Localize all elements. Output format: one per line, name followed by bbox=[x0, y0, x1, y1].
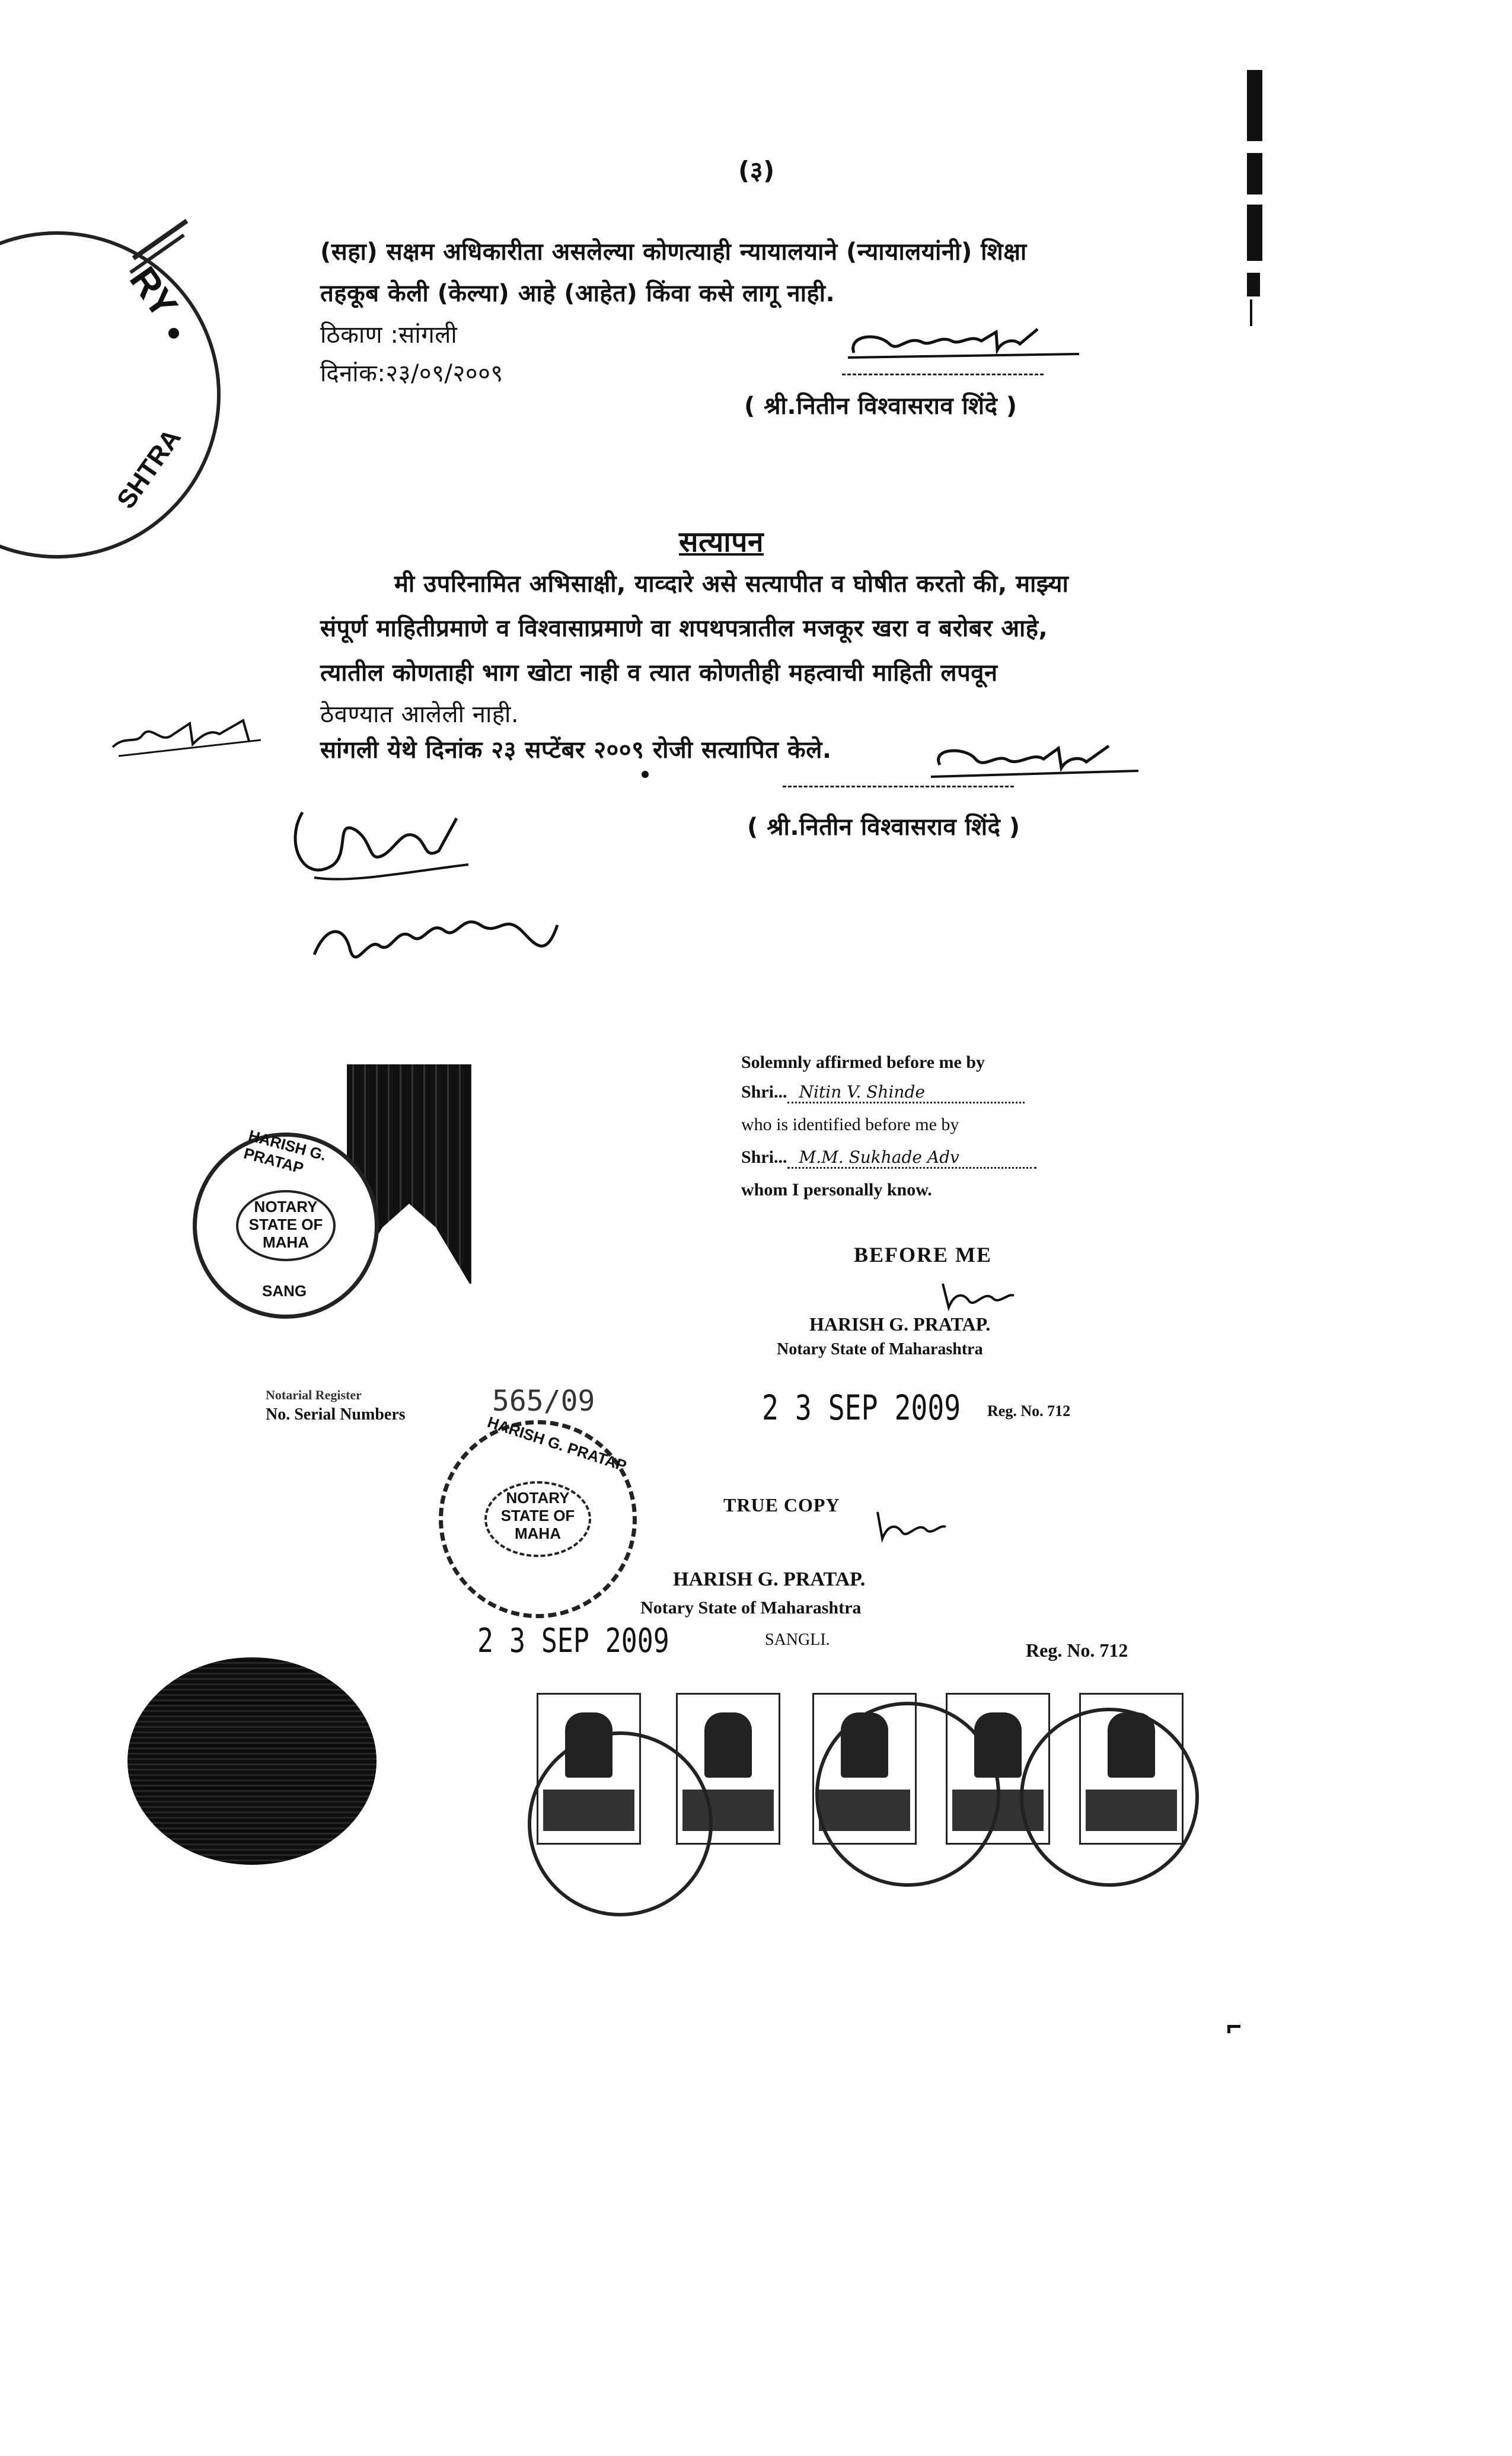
revenue-stamp-2-emblem bbox=[704, 1712, 752, 1778]
deponent-name-handwritten: Nitin V. Shinde bbox=[787, 1082, 1025, 1103]
margin-signature bbox=[107, 712, 273, 765]
seal-1-center bbox=[236, 1190, 336, 1261]
seal-1-center-l2: STATE OF bbox=[248, 1215, 323, 1233]
notary-seal-2 bbox=[439, 1412, 637, 1618]
stamp-cancel-seal-2 bbox=[815, 1702, 1000, 1887]
solemnly-text: Solemnly affirmed before me by bbox=[741, 1052, 985, 1072]
identified-line bbox=[741, 1115, 959, 1135]
notary-name-1: HARISH G. PRATAP. bbox=[809, 1313, 991, 1335]
solemnly-line bbox=[741, 1052, 985, 1073]
seal-dot bbox=[168, 328, 179, 339]
seal-2-ring: HARISH G. PRATAP bbox=[485, 1412, 629, 1475]
seal-2-center-l1: NOTARY bbox=[506, 1489, 570, 1507]
signature-2 bbox=[925, 735, 1150, 789]
verification-line3: त्यातील कोणताही भाग खोटा नाही व त्यात कोणतीही महत्वाची माहिती लपवून bbox=[320, 659, 998, 687]
signature-2-dashline bbox=[783, 786, 1014, 787]
binding-mark-2 bbox=[1247, 153, 1262, 194]
notary-name-2: HARISH G. PRATAP. bbox=[673, 1568, 866, 1590]
true-copy-city: SANGLI. bbox=[765, 1631, 830, 1649]
seal-ring-text-bottom: SHTRA bbox=[111, 423, 187, 514]
whom-line bbox=[741, 1180, 932, 1200]
notary-title-1: Notary State of Maharashtra bbox=[777, 1340, 983, 1358]
notary-signature-2 bbox=[872, 1506, 949, 1548]
signature-1-dashline bbox=[842, 374, 1044, 375]
notary-seal-1 bbox=[193, 1126, 379, 1319]
before-me: BEFORE ME bbox=[854, 1243, 993, 1267]
partial-seal-top-left bbox=[0, 231, 221, 559]
notary-date-stamp-1: 2 3 SEP 2009 bbox=[762, 1388, 961, 1428]
signature-1 bbox=[842, 317, 1091, 371]
seal-1-center-l3: MAHA bbox=[263, 1233, 309, 1251]
seal-2-center-l2: STATE OF bbox=[500, 1506, 575, 1524]
identifier-name-handwritten: M.M. Sukhade Adv bbox=[787, 1147, 1036, 1169]
seal-2-center bbox=[484, 1481, 591, 1557]
shri-label-1: Shri... bbox=[741, 1082, 787, 1102]
true-copy-heading: TRUE COPY bbox=[723, 1494, 840, 1516]
binding-mark-4 bbox=[1247, 273, 1260, 296]
verification-line1: मी उपरिनामित अभिसाक्षी, याव्दारे असे सत्यापीत व घोषीत करतो की, माझ्या bbox=[394, 570, 1069, 598]
seal-1-center-l1: NOTARY bbox=[254, 1198, 318, 1216]
para1-place: ठिकाण :सांगली bbox=[320, 321, 458, 349]
para1-name: ( श्री.नितीन विश्वासराव शिंदे ) bbox=[744, 393, 1017, 420]
bullet-dot bbox=[642, 771, 649, 778]
whom-text: whom I personally know. bbox=[741, 1180, 932, 1200]
verification-heading: सत्यापन bbox=[679, 525, 764, 559]
serial-label: Notarial Register bbox=[266, 1388, 362, 1402]
verification-line4: ठेवण्यात आलेली नाही. bbox=[320, 701, 519, 728]
seal-2-center-l3: MAHA bbox=[514, 1524, 561, 1542]
notary-title-2: Notary State of Maharashtra bbox=[640, 1598, 862, 1618]
seal-ring-text-top: RY bbox=[121, 259, 186, 326]
seal-1-ring: HARISH G. PRATAP bbox=[241, 1126, 328, 1178]
stamp-cancel-seal-1 bbox=[528, 1731, 713, 1916]
true-copy-reg-no: Reg. No. 712 bbox=[1026, 1640, 1128, 1661]
binding-mark-3 bbox=[1247, 205, 1262, 261]
embossed-seal-dark bbox=[127, 1657, 377, 1865]
serial-label-2: No. Serial Numbers bbox=[266, 1405, 406, 1424]
para1-date: दिनांक:२३/०९/२००९ bbox=[320, 360, 503, 387]
notary-date-stamp-2: 2 3 SEP 2009 bbox=[477, 1622, 669, 1660]
witness-signature-1 bbox=[279, 795, 480, 895]
verification-line2: संपूर्ण माहितीप्रमाणे व विश्वासाप्रमाणे वा शपथपत्रातील मजकूर खरा व बरोबर आहे, bbox=[320, 615, 1048, 642]
notary-signature-1 bbox=[937, 1275, 1020, 1316]
notary-reg-no-1: Reg. No. 712 bbox=[987, 1402, 1071, 1420]
witness-signature-2 bbox=[308, 889, 569, 984]
binding-mark-5 bbox=[1250, 299, 1252, 326]
verification-name: ( श्री.नितीन विश्वासराव शिंदे ) bbox=[747, 814, 1020, 841]
verification-line5: सांगली येथे दिनांक २३ सप्टेंबर २००९ रोजी सत्यापित केले. bbox=[320, 736, 832, 764]
identified-text: who is identified before me by bbox=[741, 1115, 959, 1134]
page-number: (३) bbox=[738, 156, 775, 185]
shri-line-1 bbox=[741, 1082, 1025, 1103]
shri-line-2 bbox=[741, 1147, 1036, 1169]
shri-label-2: Shri... bbox=[741, 1147, 787, 1167]
para1-line1: (सहा) सक्षम अधिकारीता असलेल्या कोणत्याही न्यायालयाने (न्यायालयांनी) शिक्षा bbox=[320, 238, 1027, 266]
stamp-cancel-seal-3 bbox=[1020, 1708, 1199, 1887]
para1-line2: तहकूब केली (केल्या) आहे (आहेत) किंवा कसे लागू नाही. bbox=[320, 280, 835, 307]
binding-mark-1 bbox=[1247, 70, 1262, 141]
seal-1-bottom: SANG bbox=[262, 1282, 307, 1300]
serial-number: 565/09 bbox=[492, 1385, 595, 1418]
corner-mark-v bbox=[1227, 2025, 1230, 2033]
